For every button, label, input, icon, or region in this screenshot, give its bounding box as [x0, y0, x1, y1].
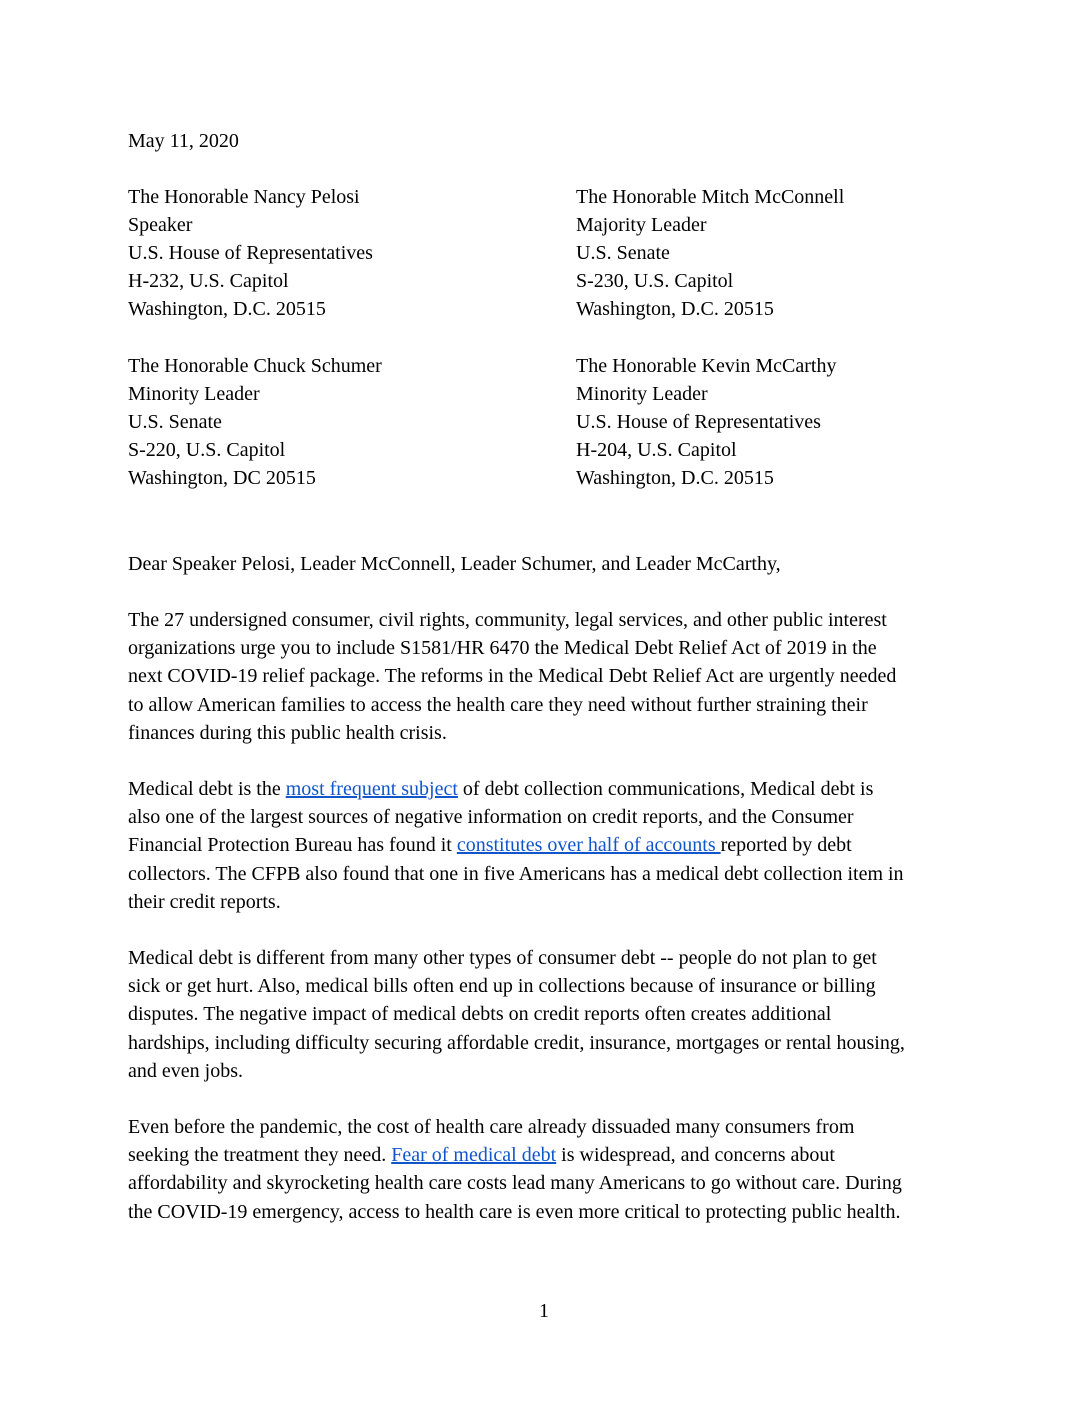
recipient-name: The Honorable Chuck Schumer: [128, 355, 382, 377]
fear-of-medical-debt-link[interactable]: Fear of medical debt: [391, 1144, 557, 1167]
recipient-name: The Honorable Mitch McConnell: [576, 186, 845, 208]
recipient-chamber: U.S. House of Representatives: [576, 411, 821, 433]
paragraph-line: finances during this public health crisis.: [128, 721, 447, 744]
paragraph-line: affordability and skyrocketing health care costs lead many Americans to go without care. During: [128, 1172, 902, 1195]
recipient-office: S-230, U.S. Capitol: [576, 270, 734, 292]
letter-date: May 11, 2020: [128, 130, 239, 152]
paragraph-line: disputes. The negative impact of medical debts on credit reports often creates additional: [128, 1003, 832, 1026]
most-frequent-subject-link[interactable]: most frequent subject: [285, 778, 458, 800]
recipient-city: Washington, DC 20515: [128, 467, 316, 489]
paragraph-line: [128, 1141, 968, 1169]
constitutes-over-half-link[interactable]: constitutes over half of accounts: [456, 834, 721, 857]
salutation: Dear Speaker Pelosi, Leader McConnell, Leader Schumer, and Leader McCarthy,: [128, 553, 781, 575]
paragraph-line: also one of the largest sources of negative information on credit reports, and the Consumer: [128, 806, 854, 829]
recipient-city: Washington, D.C. 20515: [576, 467, 774, 489]
paragraph-line: organizations urge you to include S1581/HR 6470 the Medical Debt Relief Act of 2019 in the: [128, 637, 877, 660]
body-paragraph-3: [128, 944, 968, 1085]
recipient-office: H-232, U.S. Capitol: [128, 270, 289, 292]
body-paragraph-4: [128, 1113, 968, 1226]
paragraph-line: and even jobs.: [128, 1059, 243, 1082]
paragraph-line: Medical debt is different from many other types of consumer debt -- people do not plan to get: [128, 947, 877, 969]
recipient-title: Majority Leader: [576, 214, 707, 236]
recipient-city: Washington, D.C. 20515: [576, 298, 774, 320]
paragraph-line: [128, 775, 968, 803]
paragraph-line: The 27 undersigned consumer, civil rights, community, legal services, and other public interest: [128, 609, 887, 631]
recipient-title: Minority Leader: [128, 383, 260, 405]
recipient-office: H-204, U.S. Capitol: [576, 439, 737, 461]
recipient-chamber: U.S. Senate: [576, 242, 670, 264]
paragraph-line: to allow American families to access the health care they need without further straining their: [128, 693, 868, 716]
recipient-title: Speaker: [128, 214, 193, 236]
paragraph-line: sick or get hurt. Also, medical bills often end up in collections because of insurance or billing: [128, 975, 876, 998]
text-run: reported by debt: [720, 834, 852, 857]
text-run: seeking the treatment they need.: [128, 1144, 392, 1167]
text-run: of debt collection communications, Medical debt is: [457, 778, 874, 800]
paragraph-line: their credit reports.: [128, 890, 281, 913]
body-paragraph-1: [128, 606, 968, 747]
recipient-title: Minority Leader: [576, 383, 708, 405]
paragraph-line: collectors. The CFPB also found that one in five Americans has a medical debt collection item in: [128, 862, 904, 885]
text-run: Financial Protection Bureau has found it: [128, 834, 457, 857]
page-number: 1: [539, 1300, 549, 1322]
paragraph-line: the COVID-19 emergency, access to health care is even more critical to protecting public health.: [128, 1200, 901, 1223]
recipient-name: The Honorable Kevin McCarthy: [576, 355, 837, 377]
paragraph-line: [128, 831, 968, 859]
recipient-chamber: U.S. Senate: [128, 411, 222, 433]
text-run: Medical debt is the: [128, 778, 286, 800]
paragraph-line: Even before the pandemic, the cost of health care already dissuaded many consumers from: [128, 1116, 855, 1138]
body-paragraph-2: [128, 775, 968, 916]
recipient-chamber: U.S. House of Representatives: [128, 242, 373, 264]
text-run: is widespread, and concerns about: [556, 1144, 835, 1167]
recipient-name: The Honorable Nancy Pelosi: [128, 186, 360, 208]
paragraph-line: hardships, including difficulty securing affordable credit, insurance, mortgages or rental housing,: [128, 1031, 905, 1054]
paragraph-line: next COVID-19 relief package. The reforms in the Medical Debt Relief Act are urgently needed: [128, 665, 897, 688]
recipient-office: S-220, U.S. Capitol: [128, 439, 286, 461]
recipient-city: Washington, D.C. 20515: [128, 298, 326, 320]
